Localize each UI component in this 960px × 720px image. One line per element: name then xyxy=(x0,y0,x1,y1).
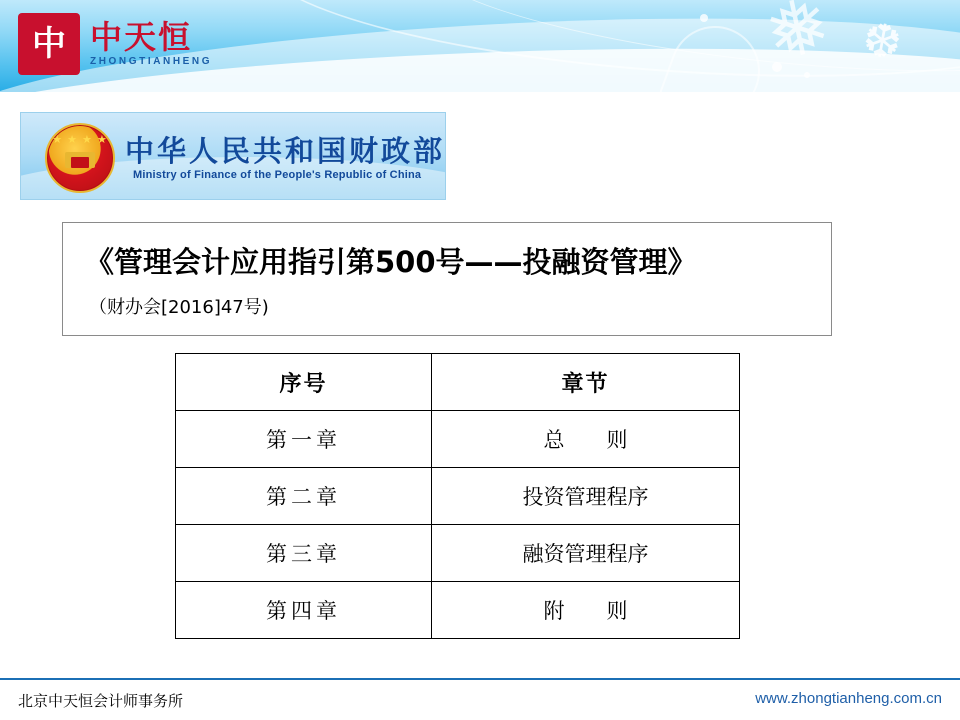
logo-mark-icon xyxy=(18,13,80,75)
footer-divider xyxy=(0,678,960,680)
table-row xyxy=(176,525,740,582)
header-decor-dot xyxy=(772,62,782,72)
table-row xyxy=(176,411,740,468)
cell-chapter-no: 第四章 xyxy=(176,582,432,639)
column-header-chapter: 章节 xyxy=(432,354,740,411)
emblem-gate-shape xyxy=(65,152,95,168)
national-emblem-icon xyxy=(45,123,115,193)
document-title: 《管理会计应用指引第500号——投融资管理》 xyxy=(85,245,697,279)
cell-chapter-name: 投资管理程序 xyxy=(432,468,740,525)
cell-chapter-no: 第一章 xyxy=(176,411,432,468)
cell-chapter-no: 第二章 xyxy=(176,468,432,525)
ministry-title-en: Ministry of Finance of the People's Republic of China xyxy=(133,169,422,181)
document-title-box xyxy=(62,222,832,336)
cell-chapter-name: 总 则 xyxy=(432,411,740,468)
table-row xyxy=(176,582,740,639)
header-decor-dot xyxy=(804,72,810,78)
table-row xyxy=(176,468,740,525)
footer-organization: 北京中天恒会计师事务所 xyxy=(18,692,184,710)
document-number: （财办会[2016]47号) xyxy=(89,297,269,318)
logo-company-name-en: ZHONGTIANHENG xyxy=(90,56,213,67)
page-header-banner xyxy=(0,0,960,92)
table-header-row xyxy=(176,354,740,411)
company-logo xyxy=(18,10,218,78)
footer-website: www.zhongtianheng.com.cn xyxy=(755,690,942,707)
column-header-index: 序号 xyxy=(176,354,432,411)
cell-chapter-no: 第三章 xyxy=(176,525,432,582)
chapter-table xyxy=(175,353,740,639)
logo-text xyxy=(90,18,213,67)
emblem-stars: ★ ★ ★ ★ xyxy=(52,134,108,146)
ministry-title-cn: 中华人民共和国财政部 xyxy=(125,134,446,168)
logo-mark-glyph: 中 xyxy=(32,24,66,64)
logo-company-name-cn: 中天恒 xyxy=(90,18,193,56)
cell-chapter-name: 融资管理程序 xyxy=(432,525,740,582)
ministry-of-finance-banner xyxy=(20,112,446,200)
cell-chapter-name: 附 则 xyxy=(432,582,740,639)
